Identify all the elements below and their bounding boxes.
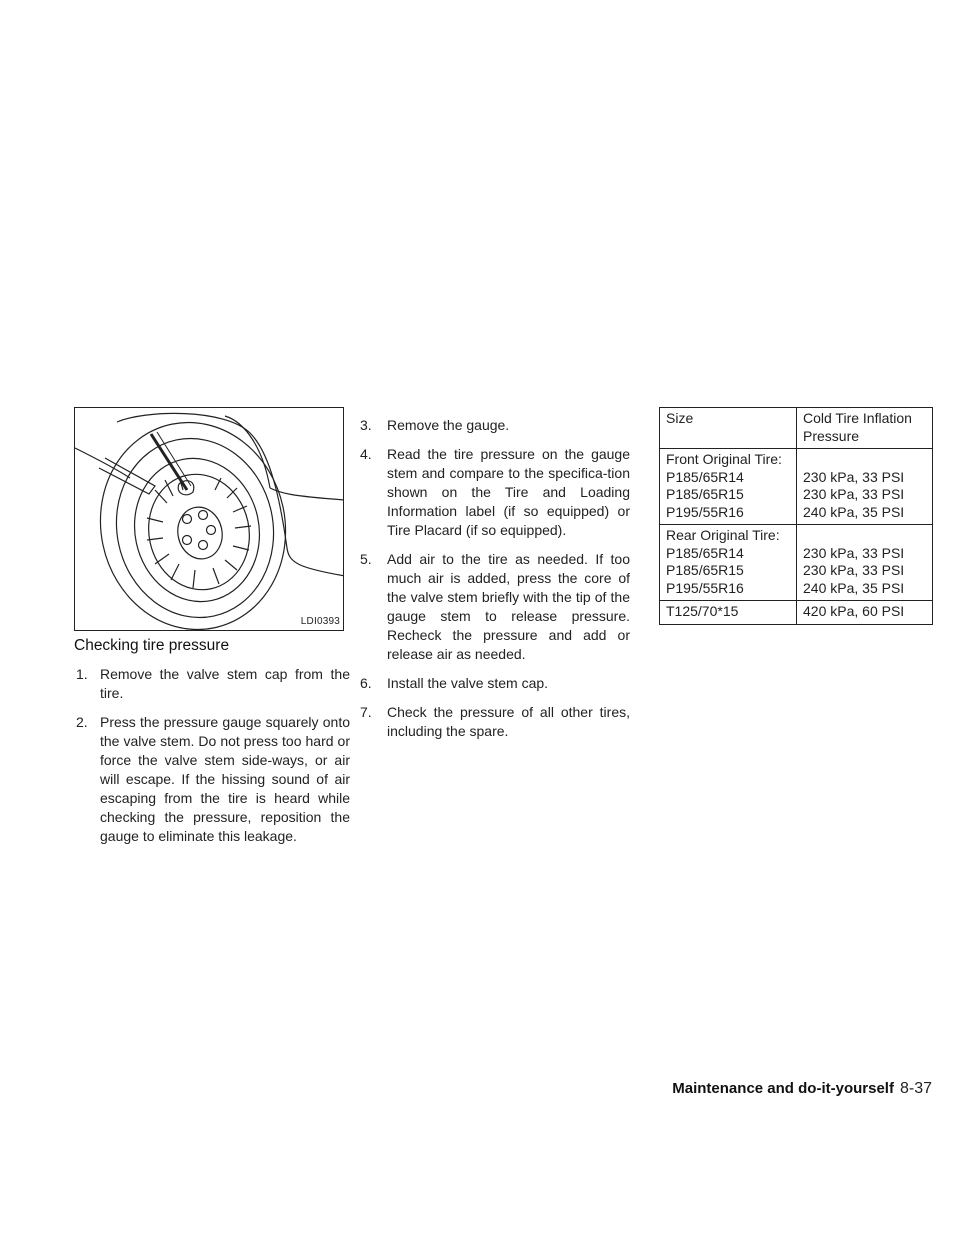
steps-column-2 [360, 416, 630, 751]
step-text: Remove the valve stem cap from the tire. [100, 666, 350, 701]
step-3 [360, 416, 630, 435]
header-size: Size [660, 408, 797, 449]
cell-size: Front Original Tire: P185/65R14 P185/65R15 P195/55R16 [660, 449, 797, 525]
step-number: 4. [360, 446, 372, 462]
table-row [660, 449, 933, 525]
step-number: 6. [360, 675, 372, 691]
table-header-row [660, 408, 933, 449]
step-4 [360, 445, 630, 540]
page-number: 8-37 [899, 1080, 932, 1097]
section-title: Checking tire pressure [74, 637, 230, 654]
step-number: 2. [76, 714, 88, 730]
step-text: Press the pressure gauge squarely onto the valve stem. Do not press too hard or force the valve stem side-ways, or air will escape. If the hissing sound of air escaping from the tire is heard while checking the pressure, reposition the gauge to eliminate this leakage. [100, 714, 350, 844]
step-text: Remove the gauge. [387, 417, 510, 433]
cell-pressure: 230 kPa, 33 PSI 230 kPa, 33 PSI 240 kPa, 35 PSI [797, 449, 933, 525]
step-text: Add air to the tire as needed. If too much air is added, press the core of the valve stem briefly with the tip of the gauge stem to release pressure. Recheck the pressure and add or release air as needed. [387, 551, 630, 662]
tire-gauge-figure [74, 407, 344, 631]
figure-code-label: LDI0393 [300, 616, 340, 627]
cell-size: T125/70*15 [660, 601, 797, 625]
step-2 [74, 713, 350, 846]
step-text: Read the tire pressure on the gauge stem and compare to the specifica-tion shown on the Tire and Loading Information label (if so equipped) or Tire Placard (if so equipped). [387, 446, 630, 538]
cell-size: Rear Original Tire: P185/65R14 P185/65R15 P195/55R16 [660, 525, 797, 601]
step-1 [74, 665, 350, 703]
tire-pressure-gauge-illustration [75, 408, 344, 631]
steps-column-1 [74, 665, 350, 856]
step-number: 5. [360, 551, 372, 567]
step-number: 1. [76, 666, 88, 682]
tire-pressure-table [659, 407, 933, 625]
table-row [660, 525, 933, 601]
header-pressure: Cold Tire Inflation Pressure [797, 408, 933, 449]
step-text: Install the valve stem cap. [387, 675, 549, 691]
step-text: Check the pressure of all other tires, including the spare. [387, 704, 630, 739]
cell-pressure: 230 kPa, 33 PSI 230 kPa, 33 PSI 240 kPa, 35 PSI [797, 525, 933, 601]
cell-pressure: 420 kPa, 60 PSI [797, 601, 933, 625]
step-number: 7. [360, 704, 372, 720]
step-7 [360, 703, 630, 741]
page-footer [672, 1080, 932, 1098]
step-5 [360, 550, 630, 664]
step-6 [360, 674, 630, 693]
step-number: 3. [360, 417, 372, 433]
table-row [660, 601, 933, 625]
footer-section-title: Maintenance and do-it-yourself [672, 1080, 894, 1097]
